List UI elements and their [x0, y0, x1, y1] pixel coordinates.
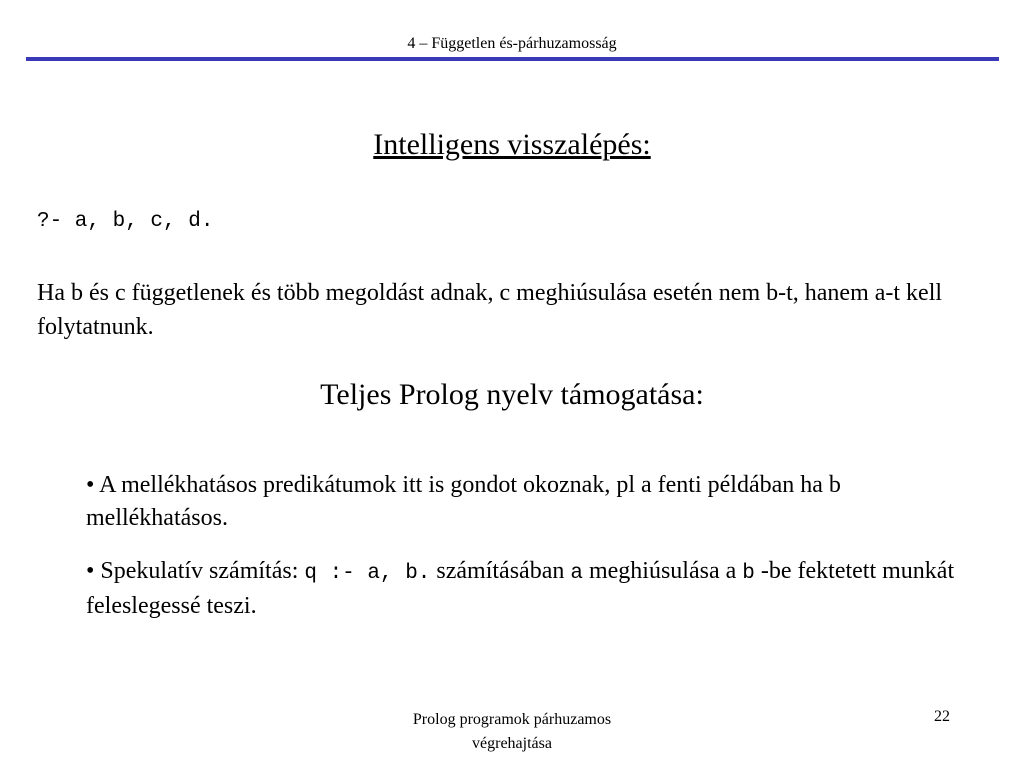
prolog-query-code: ?- a, b, c, d.: [37, 210, 214, 233]
bullet-side-effects: • A mellékhatásos predikátumok itt is gondot okoznak, pl a fenti példában ha b mellékhatásos.: [86, 472, 841, 531]
code-clause: q :- a, b.: [304, 562, 431, 585]
section-heading-full-prolog-support: Teljes Prolog nyelv támogatása:: [320, 378, 704, 411]
bullet-text-mid: számításában: [430, 558, 571, 584]
bullet-text-mid: meghiúsulása a: [582, 558, 743, 584]
backtracking-paragraph: Ha b és c függetlenek és több megoldást adnak, c meghiúsulása esetén nem b-t, hanem a-t kell folytatnunk.: [37, 280, 943, 340]
bullet-speculative-computation: [86, 555, 986, 623]
footer-title: [362, 708, 662, 756]
footer-line-1: Prolog programok párhuzamos: [412, 711, 612, 728]
code-goal-a: a: [570, 562, 583, 585]
section-heading-intelligent-backtracking: Intelligens visszalépés:: [373, 128, 651, 161]
header-divider: [26, 57, 999, 61]
footer-line-2: végrehajtása: [472, 735, 552, 752]
bullet-text-suffix: -be fektetett munkát feleslegessé teszi.: [86, 558, 955, 619]
code-goal-b: b: [742, 562, 755, 585]
header-title: 4 – Független és-párhuzamosság: [407, 35, 617, 52]
bullet-text-prefix: • Spekulatív számítás:: [86, 558, 305, 584]
page-number: 22: [934, 708, 950, 725]
